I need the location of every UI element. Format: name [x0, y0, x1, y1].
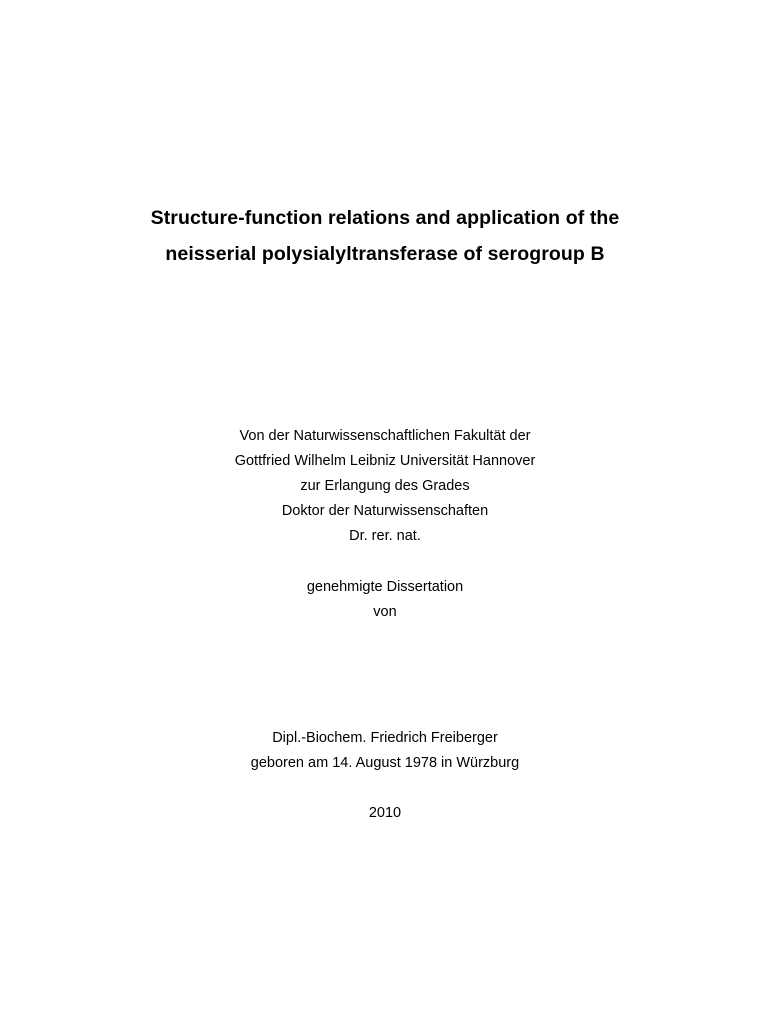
- institution-line-5: Dr. rer. nat.: [349, 528, 421, 544]
- author-birth: geboren am 14. August 1978 in Würzburg: [250, 755, 520, 771]
- institution-line-2: Gottfried Wilhelm Leibniz Universität Hannover: [234, 453, 536, 469]
- approval-line-1: genehmigte Dissertation: [306, 579, 464, 595]
- approval-line-2: von: [373, 604, 397, 620]
- institution-line-3: zur Erlangung des Grades: [300, 478, 470, 494]
- institution-line-4: Doktor der Naturwissenschaften: [281, 503, 489, 519]
- title-line-1: Structure-function relations and application of the: [150, 207, 620, 229]
- institution-line-1: Von der Naturwissenschaftlichen Fakultät der: [239, 428, 531, 444]
- title-line-2: neisserial polysialyltransferase of serogroup B: [165, 243, 605, 265]
- author-name: Dipl.-Biochem. Friedrich Freiberger: [272, 730, 498, 746]
- year: 2010: [368, 805, 402, 821]
